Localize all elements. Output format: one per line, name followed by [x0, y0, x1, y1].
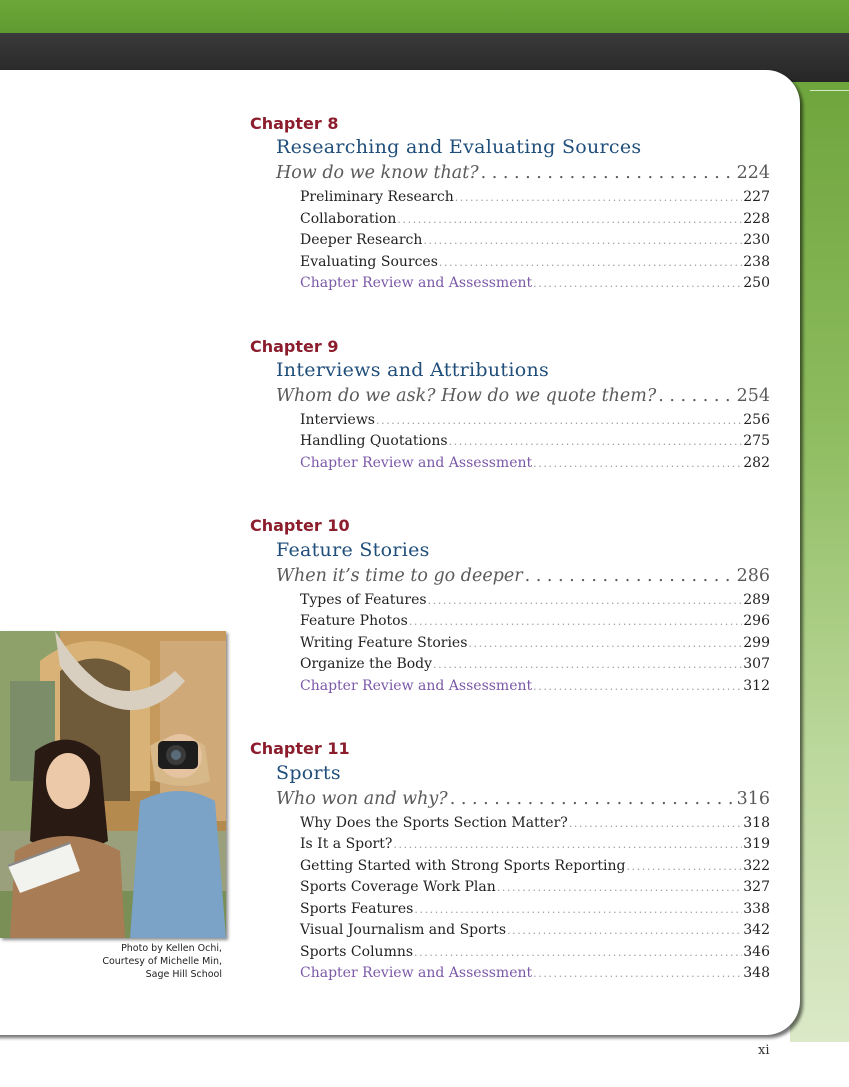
- page-reference: 228: [743, 211, 770, 227]
- dot-leader: [658, 386, 734, 406]
- toc-entry[interactable]: [300, 613, 770, 632]
- page-reference: 286: [736, 566, 770, 586]
- toc-entry[interactable]: [300, 879, 770, 898]
- page-reference: 275: [743, 433, 770, 449]
- chapter-question: When it’s time to go deeper: [276, 566, 523, 586]
- dot-leader: [449, 435, 743, 448]
- dot-leader: [533, 457, 742, 470]
- caption-line: Sage Hill School: [145, 969, 222, 980]
- toc-entry[interactable]: [300, 901, 770, 920]
- entry-label: Chapter Review and Assessment: [300, 965, 533, 981]
- dot-leader: [423, 234, 742, 247]
- dot-leader: [376, 414, 742, 427]
- entry-label: Writing Feature Stories: [300, 635, 468, 651]
- dot-leader: [525, 566, 735, 586]
- entry-label: Handling Quotations: [300, 433, 448, 449]
- toc-entry[interactable]: [300, 189, 770, 208]
- entry-label: Getting Started with Strong Sports Reporting: [300, 858, 626, 874]
- entry-label: Preliminary Research: [300, 189, 454, 205]
- chapter-question-row[interactable]: [276, 163, 770, 185]
- entry-label: Organize the Body: [300, 656, 433, 672]
- toc-entry[interactable]: [300, 635, 770, 654]
- page-reference: 322: [743, 858, 770, 874]
- toc-entry[interactable]: [300, 592, 770, 611]
- dot-leader: [507, 924, 742, 937]
- chapter-title[interactable]: Feature Stories: [276, 539, 430, 561]
- dot-leader: [428, 594, 743, 607]
- chapter-question: Whom do we ask? How do we quote them?: [276, 386, 657, 406]
- entry-label: Sports Columns: [300, 944, 414, 960]
- entry-label: Sports Coverage Work Plan: [300, 879, 496, 895]
- toc-entry[interactable]: [300, 858, 770, 877]
- dot-leader: [533, 967, 742, 980]
- toc-entry[interactable]: [300, 944, 770, 963]
- chapter-number: Chapter 10: [250, 516, 350, 535]
- entry-label: Sports Features: [300, 901, 414, 917]
- dot-leader: [393, 838, 742, 851]
- chapter-question-row[interactable]: [276, 566, 770, 588]
- dot-leader: [626, 860, 742, 873]
- entry-label: Visual Journalism and Sports: [300, 922, 507, 938]
- toc-entry[interactable]: [300, 922, 770, 941]
- toc-entry[interactable]: [300, 232, 770, 251]
- chapter-question-row[interactable]: [276, 789, 770, 811]
- entry-label: Types of Features: [300, 592, 427, 608]
- page-reference: 346: [743, 944, 770, 960]
- dot-leader: [497, 881, 743, 894]
- dot-leader: [450, 789, 735, 809]
- page-reference: 338: [743, 901, 770, 917]
- page-reference: 254: [736, 386, 770, 406]
- page-reference: 318: [743, 815, 770, 831]
- toc-entry[interactable]: [300, 254, 770, 273]
- page-reference: 230: [743, 232, 770, 248]
- chapter-title[interactable]: Interviews and Attributions: [276, 359, 550, 381]
- dot-leader: [397, 213, 742, 226]
- entry-label: Evaluating Sources: [300, 254, 438, 270]
- entry-label: Collaboration: [300, 211, 397, 227]
- chapter-number: Chapter 9: [250, 337, 339, 356]
- dot-leader: [439, 256, 742, 269]
- entry-label: Chapter Review and Assessment: [300, 275, 533, 291]
- toc-entry[interactable]: [300, 656, 770, 675]
- chapter-review-link[interactable]: [300, 455, 770, 474]
- dot-leader: [455, 191, 743, 204]
- dot-leader: [433, 658, 742, 671]
- dot-leader: [414, 946, 742, 959]
- page-reference: 296: [743, 613, 770, 629]
- page-reference: 327: [743, 879, 770, 895]
- page-number: xi: [758, 1043, 770, 1058]
- page-reference: 307: [743, 656, 770, 672]
- chapter-review-link[interactable]: [300, 275, 770, 294]
- entry-label: Deeper Research: [300, 232, 423, 248]
- side-divider-line: [810, 90, 849, 91]
- caption-line: Courtesy of Michelle Min,: [102, 956, 222, 967]
- student-journalists-photo: [0, 631, 226, 938]
- dot-leader: [414, 903, 742, 916]
- dot-leader: [468, 637, 742, 650]
- dot-leader: [533, 680, 742, 693]
- dot-leader: [409, 615, 743, 628]
- dot-leader: [533, 277, 742, 290]
- chapter-review-link[interactable]: [300, 678, 770, 697]
- photo-illustration: [0, 631, 226, 938]
- toc-entry[interactable]: [300, 433, 770, 452]
- chapter-review-link[interactable]: [300, 965, 770, 984]
- toc-entry[interactable]: [300, 412, 770, 431]
- page-reference: 227: [743, 189, 770, 205]
- page-reference: 319: [743, 836, 770, 852]
- chapter-number: Chapter 8: [250, 114, 339, 133]
- page-reference: 282: [743, 455, 770, 471]
- chapter-question-row[interactable]: [276, 386, 770, 408]
- entry-label: Chapter Review and Assessment: [300, 678, 533, 694]
- caption-line: Photo by Kellen Ochi,: [121, 943, 222, 954]
- dot-leader: [481, 163, 735, 183]
- entry-label: Feature Photos: [300, 613, 408, 629]
- chapter-title[interactable]: Sports: [276, 762, 341, 784]
- page-reference: 256: [743, 412, 770, 428]
- page-reference: 224: [736, 163, 770, 183]
- page-reference: 316: [736, 789, 770, 809]
- toc-entry[interactable]: [300, 836, 770, 855]
- page-reference: 250: [743, 275, 770, 291]
- page-reference: 238: [743, 254, 770, 270]
- entry-label: Is It a Sport?: [300, 836, 393, 852]
- page-reference: 299: [743, 635, 770, 651]
- header-green-band: [0, 0, 849, 33]
- toc-entry[interactable]: [300, 815, 770, 834]
- page-reference: 289: [743, 592, 770, 608]
- chapter-question: Who won and why?: [276, 789, 448, 809]
- entry-label: Chapter Review and Assessment: [300, 455, 533, 471]
- page-reference: 342: [743, 922, 770, 938]
- page-reference: 348: [743, 965, 770, 981]
- toc-entry[interactable]: [300, 211, 770, 230]
- dot-leader: [569, 817, 742, 830]
- photo-caption: [60, 942, 222, 981]
- chapter-number: Chapter 11: [250, 739, 350, 758]
- entry-label: Why Does the Sports Section Matter?: [300, 815, 568, 831]
- chapter-question: How do we know that?: [276, 163, 479, 183]
- entry-label: Interviews: [300, 412, 375, 428]
- chapter-title[interactable]: Researching and Evaluating Sources: [276, 136, 642, 158]
- page-reference: 312: [743, 678, 770, 694]
